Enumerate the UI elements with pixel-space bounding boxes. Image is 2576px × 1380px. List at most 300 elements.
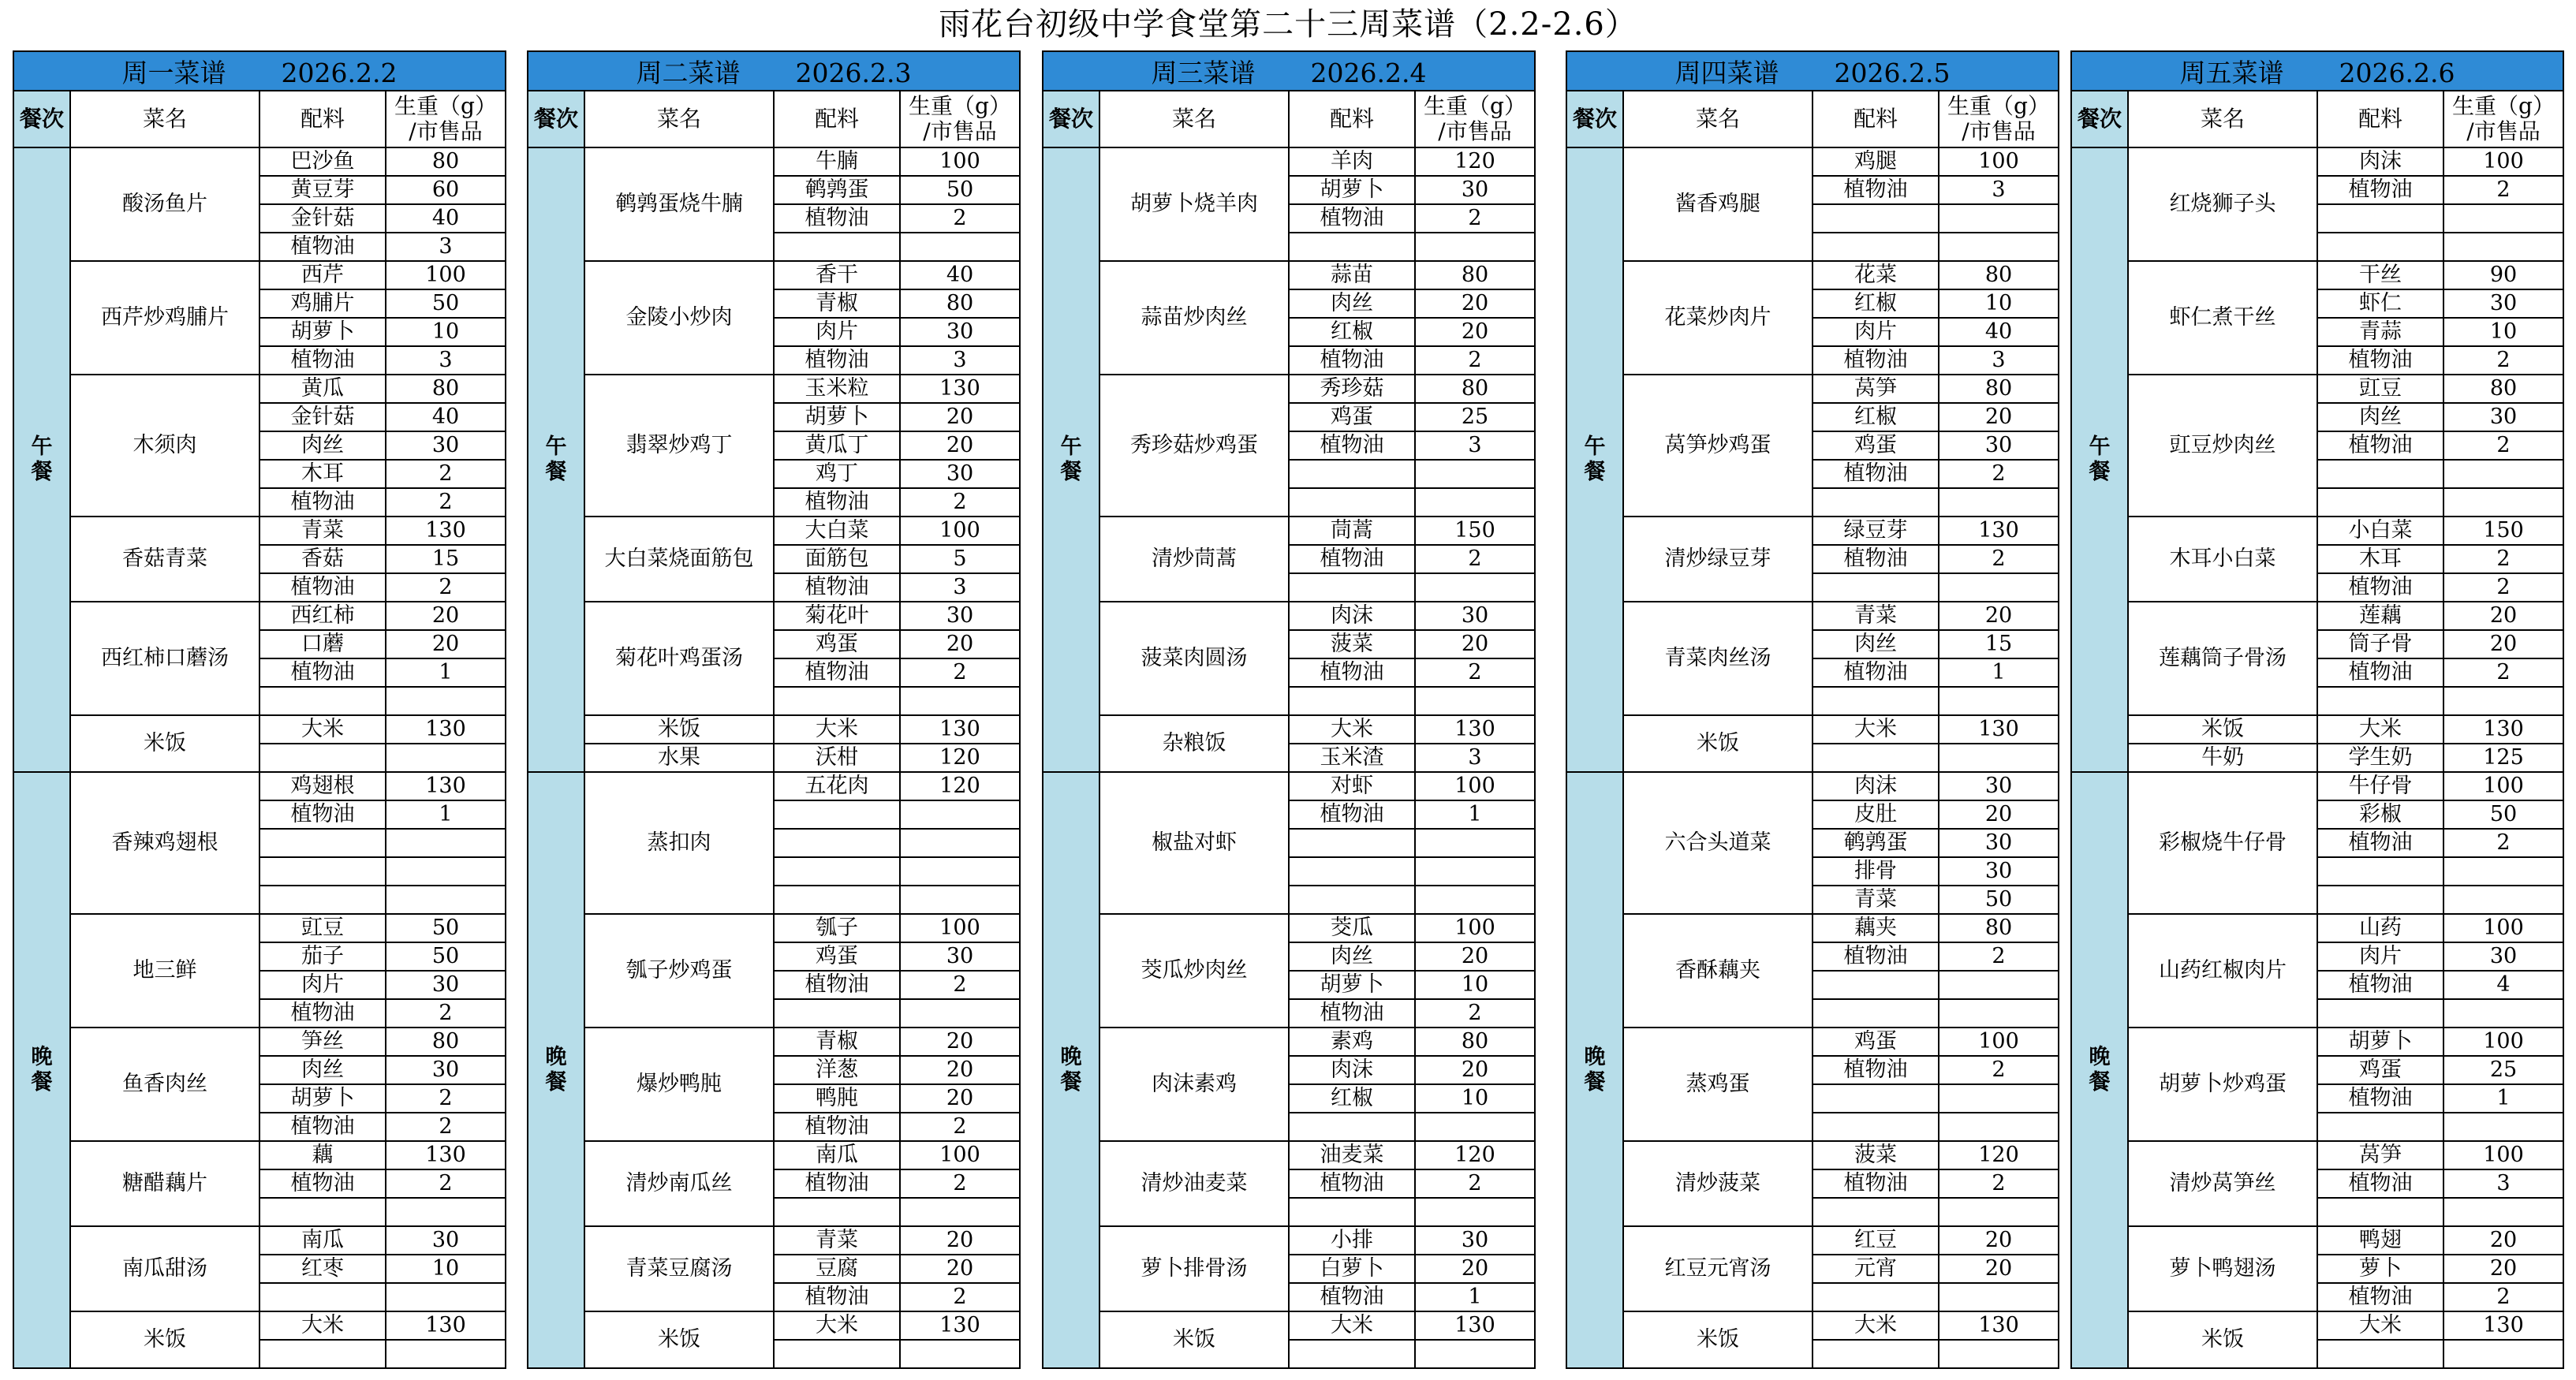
ingredient-name: 肉丝 xyxy=(1813,630,1939,658)
column-header-dish: 菜名 xyxy=(584,91,774,147)
ingredient-name xyxy=(1289,857,1415,886)
ingredient-weight: 80 xyxy=(1415,1028,1535,1056)
ingredient-weight xyxy=(1415,829,1535,857)
ingredient-weight: 125 xyxy=(2443,744,2563,772)
ingredient-name: 肉丝 xyxy=(259,431,386,460)
ingredient-weight: 80 xyxy=(386,147,506,176)
meal-label-lunch: 午 餐 xyxy=(1566,147,1623,772)
ingredient-name: 植物油 xyxy=(1813,1169,1939,1198)
ingredient-name: 大米 xyxy=(2317,715,2443,744)
ingredient-name: 植物油 xyxy=(1289,658,1415,687)
ingredient-name: 红椒 xyxy=(1289,318,1415,346)
table-row xyxy=(1043,147,1535,176)
ingredient-weight: 2 xyxy=(900,971,1020,999)
ingredient-weight: 10 xyxy=(2443,318,2563,346)
day-menu-table xyxy=(1566,50,2059,1369)
ingredient-name: 植物油 xyxy=(259,488,386,517)
ingredient-name: 大白菜 xyxy=(774,517,900,545)
dish-name: 萝卜鸭翅汤 xyxy=(2128,1226,2317,1311)
table-row xyxy=(1566,914,2059,942)
ingredient-weight xyxy=(1939,1340,2059,1368)
dish-name: 翡翠炒鸡丁 xyxy=(584,375,774,517)
ingredient-name: 青菜 xyxy=(774,1226,900,1255)
ingredient-weight: 2 xyxy=(2443,1283,2563,1311)
ingredient-name: 肉沫 xyxy=(2317,147,2443,176)
ingredient-weight: 50 xyxy=(386,289,506,318)
ingredient-weight xyxy=(1415,488,1535,517)
ingredient-weight xyxy=(1939,233,2059,261)
ingredient-name xyxy=(774,1198,900,1226)
ingredient-weight: 30 xyxy=(1939,431,2059,460)
ingredient-name xyxy=(259,1340,386,1368)
ingredient-weight: 20 xyxy=(2443,630,2563,658)
ingredient-weight xyxy=(1415,857,1535,886)
ingredient-weight: 30 xyxy=(1415,602,1535,630)
ingredient-weight: 2 xyxy=(1415,999,1535,1028)
ingredient-weight: 2 xyxy=(386,999,506,1028)
ingredient-weight: 80 xyxy=(1939,261,2059,289)
ingredient-name: 胡萝卜 xyxy=(259,318,386,346)
ingredient-weight: 10 xyxy=(1415,1084,1535,1113)
ingredient-weight: 20 xyxy=(1415,1056,1535,1084)
ingredient-name: 植物油 xyxy=(774,971,900,999)
column-header-meal: 餐次 xyxy=(2071,91,2128,147)
ingredient-name: 肉沫 xyxy=(1289,602,1415,630)
ingredient-weight xyxy=(900,1340,1020,1368)
ingredient-weight: 3 xyxy=(2443,1169,2563,1198)
ingredient-name: 鸡蛋 xyxy=(774,942,900,971)
ingredient-name xyxy=(1813,1198,1939,1226)
ingredient-weight: 3 xyxy=(386,346,506,375)
table-row xyxy=(2071,602,2563,630)
ingredient-weight: 120 xyxy=(900,744,1020,772)
ingredient-weight: 10 xyxy=(1939,289,2059,318)
ingredient-name: 牛仔骨 xyxy=(2317,772,2443,800)
ingredient-name: 茭瓜 xyxy=(1289,914,1415,942)
ingredient-weight xyxy=(1415,687,1535,715)
dish-name: 牛奶 xyxy=(2128,744,2317,772)
weight-header-line: 生重（g） xyxy=(909,93,1011,119)
ingredient-weight: 100 xyxy=(900,914,1020,942)
ingredient-weight: 2 xyxy=(2443,829,2563,857)
ingredient-weight: 30 xyxy=(386,431,506,460)
dish-name: 米饭 xyxy=(70,715,259,772)
ingredient-weight xyxy=(2443,999,2563,1028)
ingredient-weight xyxy=(1939,488,2059,517)
table-row xyxy=(13,261,506,289)
dish-name: 米饭 xyxy=(584,715,774,744)
ingredient-name: 香菇 xyxy=(259,545,386,573)
ingredient-weight: 100 xyxy=(1415,772,1535,800)
dish-name: 青菜豆腐汤 xyxy=(584,1226,774,1311)
ingredient-weight xyxy=(386,687,506,715)
ingredient-name: 菠菜 xyxy=(1813,1141,1939,1169)
ingredient-name: 植物油 xyxy=(259,999,386,1028)
ingredient-name xyxy=(1289,829,1415,857)
ingredient-name: 鸡脯片 xyxy=(259,289,386,318)
ingredient-weight: 50 xyxy=(386,914,506,942)
table-row xyxy=(528,914,1020,942)
ingredient-weight xyxy=(1415,573,1535,602)
meal-label-dinner: 晚 餐 xyxy=(2071,772,2128,1368)
ingredient-name: 鸡丁 xyxy=(774,460,900,488)
ingredient-weight: 100 xyxy=(1939,147,2059,176)
ingredient-name: 大米 xyxy=(1289,1311,1415,1340)
ingredient-weight: 80 xyxy=(1939,914,2059,942)
ingredient-name xyxy=(2317,687,2443,715)
ingredient-name: 筒子骨 xyxy=(2317,630,2443,658)
ingredient-weight: 3 xyxy=(386,233,506,261)
meal-label-dinner: 晚 餐 xyxy=(1043,772,1099,1368)
ingredient-name: 植物油 xyxy=(1813,1056,1939,1084)
ingredient-name: 大米 xyxy=(259,715,386,744)
ingredient-weight: 30 xyxy=(1939,772,2059,800)
ingredient-weight: 15 xyxy=(386,545,506,573)
ingredient-name: 红椒 xyxy=(1813,289,1939,318)
ingredient-name xyxy=(774,829,900,857)
ingredient-weight xyxy=(1415,460,1535,488)
dish-name: 米饭 xyxy=(1623,1311,1813,1368)
dish-name: 水果 xyxy=(584,744,774,772)
dish-name: 鱼香肉丝 xyxy=(70,1028,259,1141)
ingredient-weight: 120 xyxy=(1415,147,1535,176)
day-date: 2026.2.2 xyxy=(281,57,398,88)
dish-name: 椒盐对虾 xyxy=(1099,772,1289,914)
table-row xyxy=(1566,1028,2059,1056)
ingredient-name: 植物油 xyxy=(1289,1283,1415,1311)
ingredient-name: 南瓜 xyxy=(774,1141,900,1169)
table-row xyxy=(528,1141,1020,1169)
ingredient-weight: 20 xyxy=(2443,1255,2563,1283)
dish-name: 金陵小炒肉 xyxy=(584,261,774,375)
ingredient-weight: 20 xyxy=(2443,1226,2563,1255)
ingredient-weight: 20 xyxy=(1939,403,2059,431)
dish-name: 蒸扣肉 xyxy=(584,772,774,914)
ingredient-name: 植物油 xyxy=(774,658,900,687)
ingredient-name: 豇豆 xyxy=(259,914,386,942)
ingredient-weight: 100 xyxy=(900,147,1020,176)
column-header-dish: 菜名 xyxy=(1623,91,1813,147)
ingredient-name xyxy=(1289,233,1415,261)
ingredient-name: 红椒 xyxy=(1813,403,1939,431)
ingredient-weight xyxy=(1939,1198,2059,1226)
table-row xyxy=(1566,517,2059,545)
table-row xyxy=(13,1311,506,1340)
ingredient-weight: 20 xyxy=(2443,602,2563,630)
ingredient-name: 植物油 xyxy=(1813,942,1939,971)
ingredient-name: 植物油 xyxy=(774,1169,900,1198)
ingredient-name: 肉沫 xyxy=(1813,772,1939,800)
table-row xyxy=(13,147,506,176)
column-header-meal: 餐次 xyxy=(1566,91,1623,147)
day-header xyxy=(13,51,506,91)
ingredient-name xyxy=(1289,573,1415,602)
ingredient-weight: 30 xyxy=(386,971,506,999)
ingredient-name: 植物油 xyxy=(259,573,386,602)
ingredient-weight xyxy=(900,687,1020,715)
ingredient-name: 鸡翅根 xyxy=(259,772,386,800)
ingredient-weight: 20 xyxy=(386,602,506,630)
ingredient-weight: 40 xyxy=(386,204,506,233)
ingredient-weight: 3 xyxy=(1939,176,2059,204)
ingredient-weight: 100 xyxy=(900,1141,1020,1169)
ingredient-name: 胡萝卜 xyxy=(259,1084,386,1113)
ingredient-name xyxy=(1813,744,1939,772)
ingredient-name: 绿豆芽 xyxy=(1813,517,1939,545)
ingredient-weight: 2 xyxy=(2443,176,2563,204)
dish-name: 米饭 xyxy=(2128,1311,2317,1368)
day-header xyxy=(1566,51,2059,91)
ingredient-name: 西红柿 xyxy=(259,602,386,630)
ingredient-name xyxy=(774,233,900,261)
ingredient-name: 青菜 xyxy=(1813,886,1939,914)
ingredient-weight xyxy=(1939,204,2059,233)
ingredient-name: 植物油 xyxy=(2317,1084,2443,1113)
day-header xyxy=(2071,51,2563,91)
ingredient-name: 植物油 xyxy=(1813,658,1939,687)
ingredient-weight xyxy=(1939,1113,2059,1141)
table-row xyxy=(1043,772,1535,800)
ingredient-name: 植物油 xyxy=(259,658,386,687)
ingredient-weight: 130 xyxy=(386,772,506,800)
ingredient-weight xyxy=(1939,573,2059,602)
ingredient-name: 植物油 xyxy=(1289,204,1415,233)
ingredient-name xyxy=(259,744,386,772)
ingredient-weight xyxy=(386,857,506,886)
table-row xyxy=(13,914,506,942)
ingredient-name: 植物油 xyxy=(774,1113,900,1141)
dish-name: 红豆元宵汤 xyxy=(1623,1226,1813,1311)
ingredient-name: 藕夹 xyxy=(1813,914,1939,942)
table-row xyxy=(2071,1028,2563,1056)
day-date: 2026.2.6 xyxy=(2339,57,2455,88)
ingredient-name: 肉丝 xyxy=(2317,403,2443,431)
ingredient-name xyxy=(259,1198,386,1226)
ingredient-name: 鸡腿 xyxy=(1813,147,1939,176)
dish-name: 清炒油麦菜 xyxy=(1099,1141,1289,1226)
dish-name: 红烧狮子头 xyxy=(2128,147,2317,261)
ingredient-name: 五花肉 xyxy=(774,772,900,800)
ingredient-name xyxy=(1813,204,1939,233)
ingredient-weight: 80 xyxy=(1415,261,1535,289)
ingredient-weight: 2 xyxy=(2443,545,2563,573)
ingredient-name xyxy=(1289,687,1415,715)
dish-name: 清炒南瓜丝 xyxy=(584,1141,774,1226)
table-row xyxy=(2071,1141,2563,1169)
table-row xyxy=(2071,261,2563,289)
ingredient-weight: 30 xyxy=(1939,829,2059,857)
ingredient-weight: 30 xyxy=(386,1226,506,1255)
ingredient-weight: 60 xyxy=(386,176,506,204)
dish-name: 萝卜排骨汤 xyxy=(1099,1226,1289,1311)
ingredient-weight xyxy=(1939,744,2059,772)
table-row xyxy=(13,1028,506,1056)
ingredient-weight: 30 xyxy=(900,460,1020,488)
table-row xyxy=(528,261,1020,289)
ingredient-name: 大米 xyxy=(1289,715,1415,744)
ingredient-weight: 100 xyxy=(900,517,1020,545)
table-row xyxy=(1566,1311,2059,1340)
dish-name: 大白菜烧面筋包 xyxy=(584,517,774,602)
ingredient-name: 鸡蛋 xyxy=(1813,431,1939,460)
ingredient-weight xyxy=(2443,886,2563,914)
ingredient-weight xyxy=(1415,886,1535,914)
ingredient-name: 山药 xyxy=(2317,914,2443,942)
ingredient-weight: 80 xyxy=(1415,375,1535,403)
ingredient-name xyxy=(2317,1113,2443,1141)
dish-name: 西红柿口蘑汤 xyxy=(70,602,259,715)
ingredient-weight: 120 xyxy=(900,772,1020,800)
weight-header-line: /市售品 xyxy=(923,118,997,144)
ingredient-name: 黄豆芽 xyxy=(259,176,386,204)
table-row xyxy=(1043,1028,1535,1056)
ingredient-weight: 2 xyxy=(2443,573,2563,602)
ingredient-weight: 90 xyxy=(2443,261,2563,289)
ingredient-name: 巴沙鱼 xyxy=(259,147,386,176)
column-header-dish: 菜名 xyxy=(1099,91,1289,147)
column-header-dish: 菜名 xyxy=(2128,91,2317,147)
ingredient-weight xyxy=(1939,687,2059,715)
ingredient-name xyxy=(1813,1340,1939,1368)
ingredient-name: 胡萝卜 xyxy=(1289,971,1415,999)
ingredient-name: 大米 xyxy=(774,1311,900,1340)
ingredient-name: 学生奶 xyxy=(2317,744,2443,772)
ingredient-weight: 10 xyxy=(1415,971,1535,999)
ingredient-name: 茄子 xyxy=(259,942,386,971)
ingredient-name xyxy=(259,829,386,857)
ingredient-name xyxy=(1813,1283,1939,1311)
ingredient-weight: 20 xyxy=(900,630,1020,658)
dish-name: 香菇青菜 xyxy=(70,517,259,602)
ingredient-name: 花菜 xyxy=(1813,261,1939,289)
ingredient-weight: 130 xyxy=(386,1141,506,1169)
ingredient-weight: 2 xyxy=(1415,204,1535,233)
dish-name: 木须肉 xyxy=(70,375,259,517)
ingredient-weight: 80 xyxy=(900,289,1020,318)
ingredient-name: 玉米粒 xyxy=(774,375,900,403)
table-row xyxy=(2071,1311,2563,1340)
ingredient-weight: 50 xyxy=(900,176,1020,204)
column-header-ingredient: 配料 xyxy=(774,91,900,147)
ingredient-name xyxy=(2317,233,2443,261)
ingredient-weight: 30 xyxy=(1415,1226,1535,1255)
table-row xyxy=(1566,772,2059,800)
table-row xyxy=(2071,914,2563,942)
column-header-meal: 餐次 xyxy=(1043,91,1099,147)
ingredient-weight: 2 xyxy=(1415,658,1535,687)
ingredient-name: 植物油 xyxy=(1813,346,1939,375)
ingredient-weight: 100 xyxy=(2443,1028,2563,1056)
ingredient-weight: 15 xyxy=(1939,630,2059,658)
ingredient-name: 植物油 xyxy=(2317,573,2443,602)
ingredient-weight xyxy=(1415,1113,1535,1141)
weight-header-line: /市售品 xyxy=(2466,118,2541,144)
dish-name: 香辣鸡翅根 xyxy=(70,772,259,914)
dish-name: 花菜炒肉片 xyxy=(1623,261,1813,375)
ingredient-weight: 40 xyxy=(386,403,506,431)
ingredient-name: 植物油 xyxy=(1813,545,1939,573)
table-row xyxy=(13,1141,506,1169)
ingredient-weight: 20 xyxy=(1939,800,2059,829)
ingredient-weight: 100 xyxy=(2443,1141,2563,1169)
ingredient-weight: 20 xyxy=(900,1255,1020,1283)
ingredient-weight: 100 xyxy=(2443,914,2563,942)
day-menu-table xyxy=(13,50,506,1369)
ingredient-name: 植物油 xyxy=(1289,1169,1415,1198)
ingredient-weight: 3 xyxy=(1939,346,2059,375)
ingredient-weight xyxy=(1415,1198,1535,1226)
ingredient-weight xyxy=(386,886,506,914)
ingredient-name xyxy=(1813,1113,1939,1141)
ingredient-weight: 20 xyxy=(900,1056,1020,1084)
meal-label-dinner: 晚 餐 xyxy=(1566,772,1623,1368)
ingredient-name xyxy=(1813,233,1939,261)
ingredient-weight: 2 xyxy=(1939,460,2059,488)
ingredient-name xyxy=(2317,1340,2443,1368)
ingredient-weight: 130 xyxy=(1939,715,2059,744)
table-row xyxy=(1566,602,2059,630)
ingredient-weight: 2 xyxy=(900,488,1020,517)
ingredient-name: 木耳 xyxy=(259,460,386,488)
ingredient-name: 排骨 xyxy=(1813,857,1939,886)
ingredient-weight xyxy=(1939,1283,2059,1311)
ingredient-name: 植物油 xyxy=(259,1113,386,1141)
day-title: 周三菜谱 xyxy=(1151,57,1256,88)
ingredient-name xyxy=(2317,460,2443,488)
ingredient-weight: 20 xyxy=(1939,1255,2059,1283)
ingredient-weight: 130 xyxy=(900,375,1020,403)
ingredient-name: 植物油 xyxy=(2317,829,2443,857)
ingredient-name: 小排 xyxy=(1289,1226,1415,1255)
dish-name: 米饭 xyxy=(70,1311,259,1368)
ingredient-weight: 3 xyxy=(900,346,1020,375)
ingredient-weight: 50 xyxy=(2443,800,2563,829)
ingredient-name: 肉丝 xyxy=(1289,289,1415,318)
page-title: 雨花台初级中学食堂第二十三周菜谱（2.2-2.6） xyxy=(939,6,1637,43)
table-row xyxy=(2071,147,2563,176)
ingredient-weight: 100 xyxy=(2443,147,2563,176)
ingredient-weight: 130 xyxy=(2443,715,2563,744)
ingredient-weight: 2 xyxy=(386,488,506,517)
ingredient-weight: 20 xyxy=(1415,289,1535,318)
ingredient-name: 红豆 xyxy=(1813,1226,1939,1255)
table-row xyxy=(1043,1311,1535,1340)
ingredient-name: 青菜 xyxy=(259,517,386,545)
table-row xyxy=(1566,147,2059,176)
column-header-ingredient: 配料 xyxy=(2317,91,2443,147)
dish-name: 清炒菠菜 xyxy=(1623,1141,1813,1226)
ingredient-weight: 4 xyxy=(2443,971,2563,999)
ingredient-name: 植物油 xyxy=(1813,176,1939,204)
ingredient-name: 菠菜 xyxy=(1289,630,1415,658)
ingredient-weight: 50 xyxy=(1939,886,2059,914)
dish-name: 西芹炒鸡脯片 xyxy=(70,261,259,375)
dish-name: 木耳小白菜 xyxy=(2128,517,2317,602)
ingredient-weight: 30 xyxy=(900,318,1020,346)
dish-name: 肉沫素鸡 xyxy=(1099,1028,1289,1141)
day-title: 周一菜谱 xyxy=(121,57,226,88)
ingredient-name: 黄瓜 xyxy=(259,375,386,403)
ingredient-weight: 2 xyxy=(1939,545,2059,573)
ingredient-weight xyxy=(386,829,506,857)
ingredient-weight: 20 xyxy=(386,630,506,658)
ingredient-weight: 2 xyxy=(1415,1169,1535,1198)
ingredient-weight: 2 xyxy=(386,1113,506,1141)
ingredient-weight: 3 xyxy=(1415,744,1535,772)
ingredient-name: 红枣 xyxy=(259,1255,386,1283)
ingredient-name: 青菜 xyxy=(1813,602,1939,630)
dish-name: 米饭 xyxy=(584,1311,774,1368)
